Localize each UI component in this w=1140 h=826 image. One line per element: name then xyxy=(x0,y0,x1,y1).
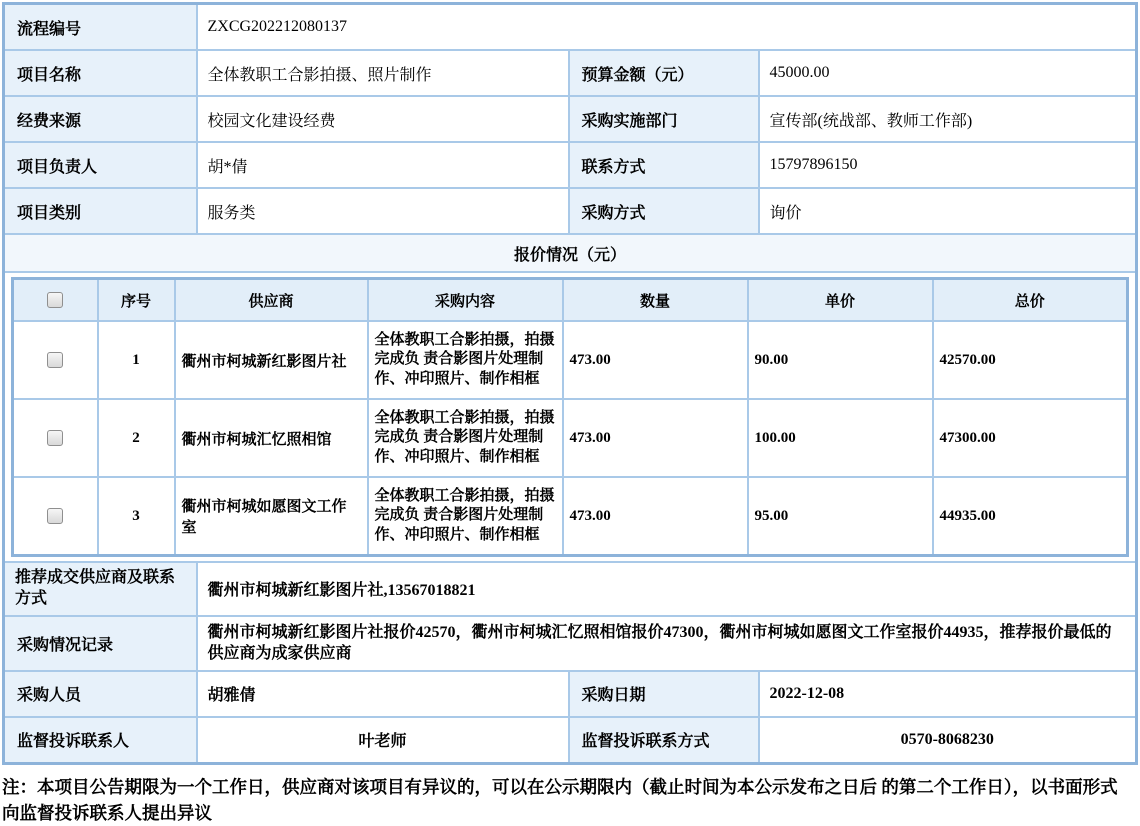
announcement-note: 注：本项目公告期限为一个工作日，供应商对该项目有异议的，可以在公示期限内（截止时间为本公示发布之日后 的第二个工作日），以书面形式向监督投诉联系人提出异议 xyxy=(2,776,1118,824)
purchase-date-label: 采购日期 xyxy=(569,671,759,717)
row-leader-contact xyxy=(4,142,1137,188)
row-quote-section-title xyxy=(4,234,1137,272)
total-value: 42570.00 xyxy=(933,321,1128,399)
row-1-checkbox[interactable] xyxy=(47,352,63,368)
complaint-phone-label: 监督投诉联系方式 xyxy=(569,717,759,764)
contact-value: 15797896150 xyxy=(759,142,1137,188)
quote-table-header-row xyxy=(13,279,1128,322)
unit-price-value: 95.00 xyxy=(748,477,933,556)
funding-source-label: 经费来源 xyxy=(4,96,197,142)
qty-value: 473.00 xyxy=(563,321,748,399)
supplier-value: 衢州市柯城汇忆照相馆 xyxy=(175,399,368,477)
complaint-contact-value: 叶老师 xyxy=(197,717,569,764)
purchase-date-value: 2022-12-08 xyxy=(759,671,1137,717)
row-category-method xyxy=(4,188,1137,234)
procurement-method-value: 询价 xyxy=(759,188,1137,234)
purchasing-department-label: 采购实施部门 xyxy=(569,96,759,142)
row-checkbox-cell xyxy=(13,321,98,399)
unit-price-value: 100.00 xyxy=(748,399,933,477)
quote-row-3 xyxy=(13,477,1128,556)
process-number-value: ZXCG202212080137 xyxy=(197,4,1137,51)
project-info-table xyxy=(2,2,1138,765)
row-2-checkbox[interactable] xyxy=(47,430,63,446)
recommended-supplier-label: 推荐成交供应商及联系方式 xyxy=(4,562,197,616)
budget-value: 45000.00 xyxy=(759,50,1137,96)
header-content: 采购内容 xyxy=(368,279,563,322)
procurement-record-value: 衢州市柯城新红影图片社报价42570，衢州市柯城汇忆照相馆报价47300，衢州市柯城如愿图文工作室报价44935，推荐报价最低的供应商为成家供应商 xyxy=(197,616,1137,671)
header-seq: 序号 xyxy=(98,279,175,322)
complaint-phone-value: 0570-8068230 xyxy=(759,717,1137,764)
row-complaint-contact xyxy=(4,717,1137,764)
quote-table xyxy=(11,277,1129,557)
process-number-label: 流程编号 xyxy=(4,4,197,51)
quote-row-2 xyxy=(13,399,1128,477)
purchasing-department-value: 宣传部(统战部、教师工作部) xyxy=(759,96,1137,142)
header-total: 总价 xyxy=(933,279,1128,322)
contact-label: 联系方式 xyxy=(569,142,759,188)
row-funding-department xyxy=(4,96,1137,142)
project-category-value: 服务类 xyxy=(197,188,569,234)
project-leader-value: 胡*倩 xyxy=(197,142,569,188)
row-recommended-supplier xyxy=(4,562,1137,616)
row-project-name-budget xyxy=(4,50,1137,96)
budget-label: 预算金额（元） xyxy=(569,50,759,96)
recommended-supplier-value: 衢州市柯城新红影图片社,13567018821 xyxy=(197,562,1137,616)
row-3-checkbox[interactable] xyxy=(47,508,63,524)
procurement-announcement-page xyxy=(0,2,1140,824)
procurement-method-label: 采购方式 xyxy=(569,188,759,234)
quote-row-1 xyxy=(13,321,1128,399)
qty-value: 473.00 xyxy=(563,477,748,556)
complaint-contact-label: 监督投诉联系人 xyxy=(4,717,197,764)
total-value: 47300.00 xyxy=(933,399,1128,477)
content-value: 全体教职工合影拍摄，拍摄完成负 责合影图片处理制作、冲印照片、制作相框 xyxy=(368,399,563,477)
project-name-label: 项目名称 xyxy=(4,50,197,96)
row-checkbox-cell xyxy=(13,399,98,477)
procurement-record-label: 采购情况记录 xyxy=(4,616,197,671)
seq-value: 1 xyxy=(98,321,175,399)
row-procurement-record xyxy=(4,616,1137,671)
content-value: 全体教职工合影拍摄，拍摄完成负 责合影图片处理制作、冲印照片、制作相框 xyxy=(368,477,563,556)
total-value: 44935.00 xyxy=(933,477,1128,556)
project-name-value: 全体教职工合影拍摄、照片制作 xyxy=(197,50,569,96)
quote-table-container xyxy=(4,272,1137,562)
project-leader-label: 项目负责人 xyxy=(4,142,197,188)
row-checkbox-cell xyxy=(13,477,98,556)
unit-price-value: 90.00 xyxy=(748,321,933,399)
row-process-number xyxy=(4,4,1137,51)
seq-value: 3 xyxy=(98,477,175,556)
row-buyer-date xyxy=(4,671,1137,717)
funding-source-value: 校园文化建设经费 xyxy=(197,96,569,142)
quote-section-title: 报价情况（元） xyxy=(4,234,1137,272)
header-unit-price: 单价 xyxy=(748,279,933,322)
select-all-checkbox[interactable] xyxy=(47,292,63,308)
qty-value: 473.00 xyxy=(563,399,748,477)
content-value: 全体教职工合影拍摄，拍摄完成负 责合影图片处理制作、冲印照片、制作相框 xyxy=(368,321,563,399)
select-all-cell xyxy=(13,279,98,322)
buyer-value: 胡雅倩 xyxy=(197,671,569,717)
header-supplier: 供应商 xyxy=(175,279,368,322)
supplier-value: 衢州市柯城新红影图片社 xyxy=(175,321,368,399)
seq-value: 2 xyxy=(98,399,175,477)
header-qty: 数量 xyxy=(563,279,748,322)
supplier-value: 衢州市柯城如愿图文工作室 xyxy=(175,477,368,556)
buyer-label: 采购人员 xyxy=(4,671,197,717)
project-category-label: 项目类别 xyxy=(4,188,197,234)
row-quote-table-container xyxy=(4,272,1137,562)
